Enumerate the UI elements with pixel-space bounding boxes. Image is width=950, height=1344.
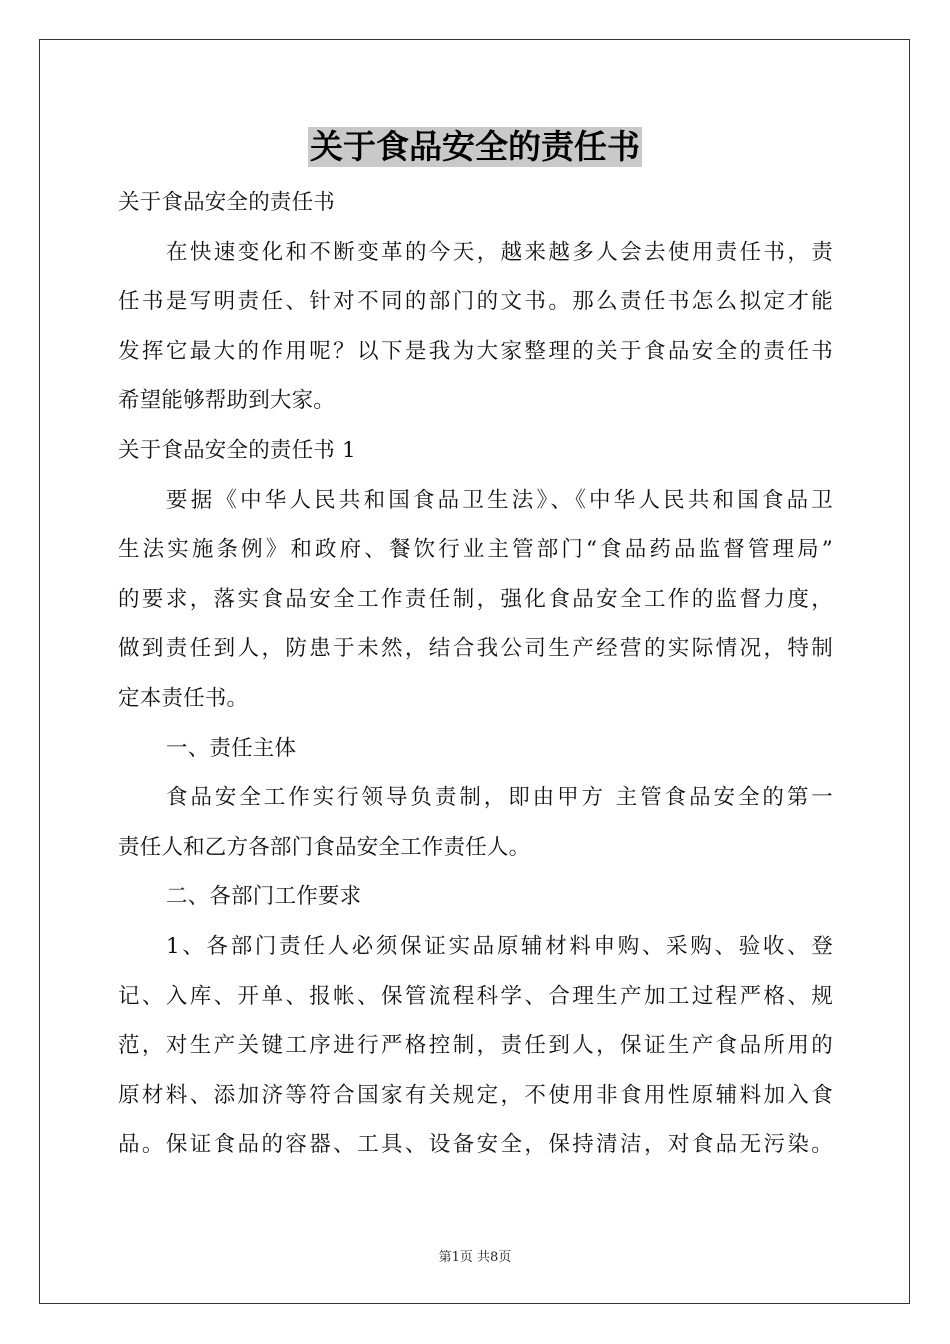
section-heading: 一、责任主体 <box>166 735 297 761</box>
paragraph-line: 责任人和乙方各部门食品安全工作责任人。 <box>118 834 531 860</box>
paragraph-line: 食品安全工作实行领导负责制，即由甲方 主管食品安全的第一 <box>166 785 833 811</box>
document-body <box>118 178 833 1170</box>
paragraph-line: 做到责任到人，防患于未然，结合我公司生产经营的实际情况，特制 <box>118 636 833 662</box>
page-footer: 第1页 共8页 <box>438 1250 512 1265</box>
paragraph-line: 要据《中华人民共和国食品卫生法》、《中华人民共和国食品卫 <box>166 487 833 513</box>
paragraph-line: 定本责任书。 <box>118 685 249 711</box>
paragraph-line: 范，对生产关键工序进行严格控制，责任到人，保证生产食品所用的 <box>118 1033 833 1059</box>
document-title: 关于食品安全的责任书 <box>310 127 640 166</box>
paragraph-line: 原材料、添加济等符合国家有关规定，不使用非食用性原辅料加入食 <box>118 1082 833 1108</box>
paragraph-line: 1、各部门责任人必须保证实品原辅材料申购、采购、验收、登 <box>166 933 833 959</box>
title-container <box>0 127 950 167</box>
paragraph-line: 的要求，落实食品安全工作责任制，强化食品安全工作的监督力度， <box>118 586 833 612</box>
paragraph-line: 发挥它最大的作用呢？以下是我为大家整理的关于食品安全的责任书 <box>118 338 833 364</box>
paragraph-line: 在快速变化和不断变革的今天，越来越多人会去使用责任书，责 <box>166 239 833 265</box>
paragraph-line: 生法实施条例》和政府、餐饮行业主管部门“食品药品监督管理局” <box>118 537 833 563</box>
paragraph-line: 品。保证食品的容器、工具、设备安全，保持清洁，对食品无污染。 <box>118 1132 833 1158</box>
paragraph-line: 记、入库、开单、报帐、保管流程科学、合理生产加工过程严格、规 <box>118 983 833 1009</box>
subtitle-line: 关于食品安全的责任书 <box>118 190 336 215</box>
paragraph-line: 希望能够帮助到大家。 <box>118 388 336 414</box>
section-heading: 二、各部门工作要求 <box>166 884 362 910</box>
section-heading: 关于食品安全的责任书 1 <box>118 437 356 463</box>
paragraph-line: 任书是写明责任、针对不同的部门的文书。那么责任书怎么拟定才能 <box>118 289 833 315</box>
